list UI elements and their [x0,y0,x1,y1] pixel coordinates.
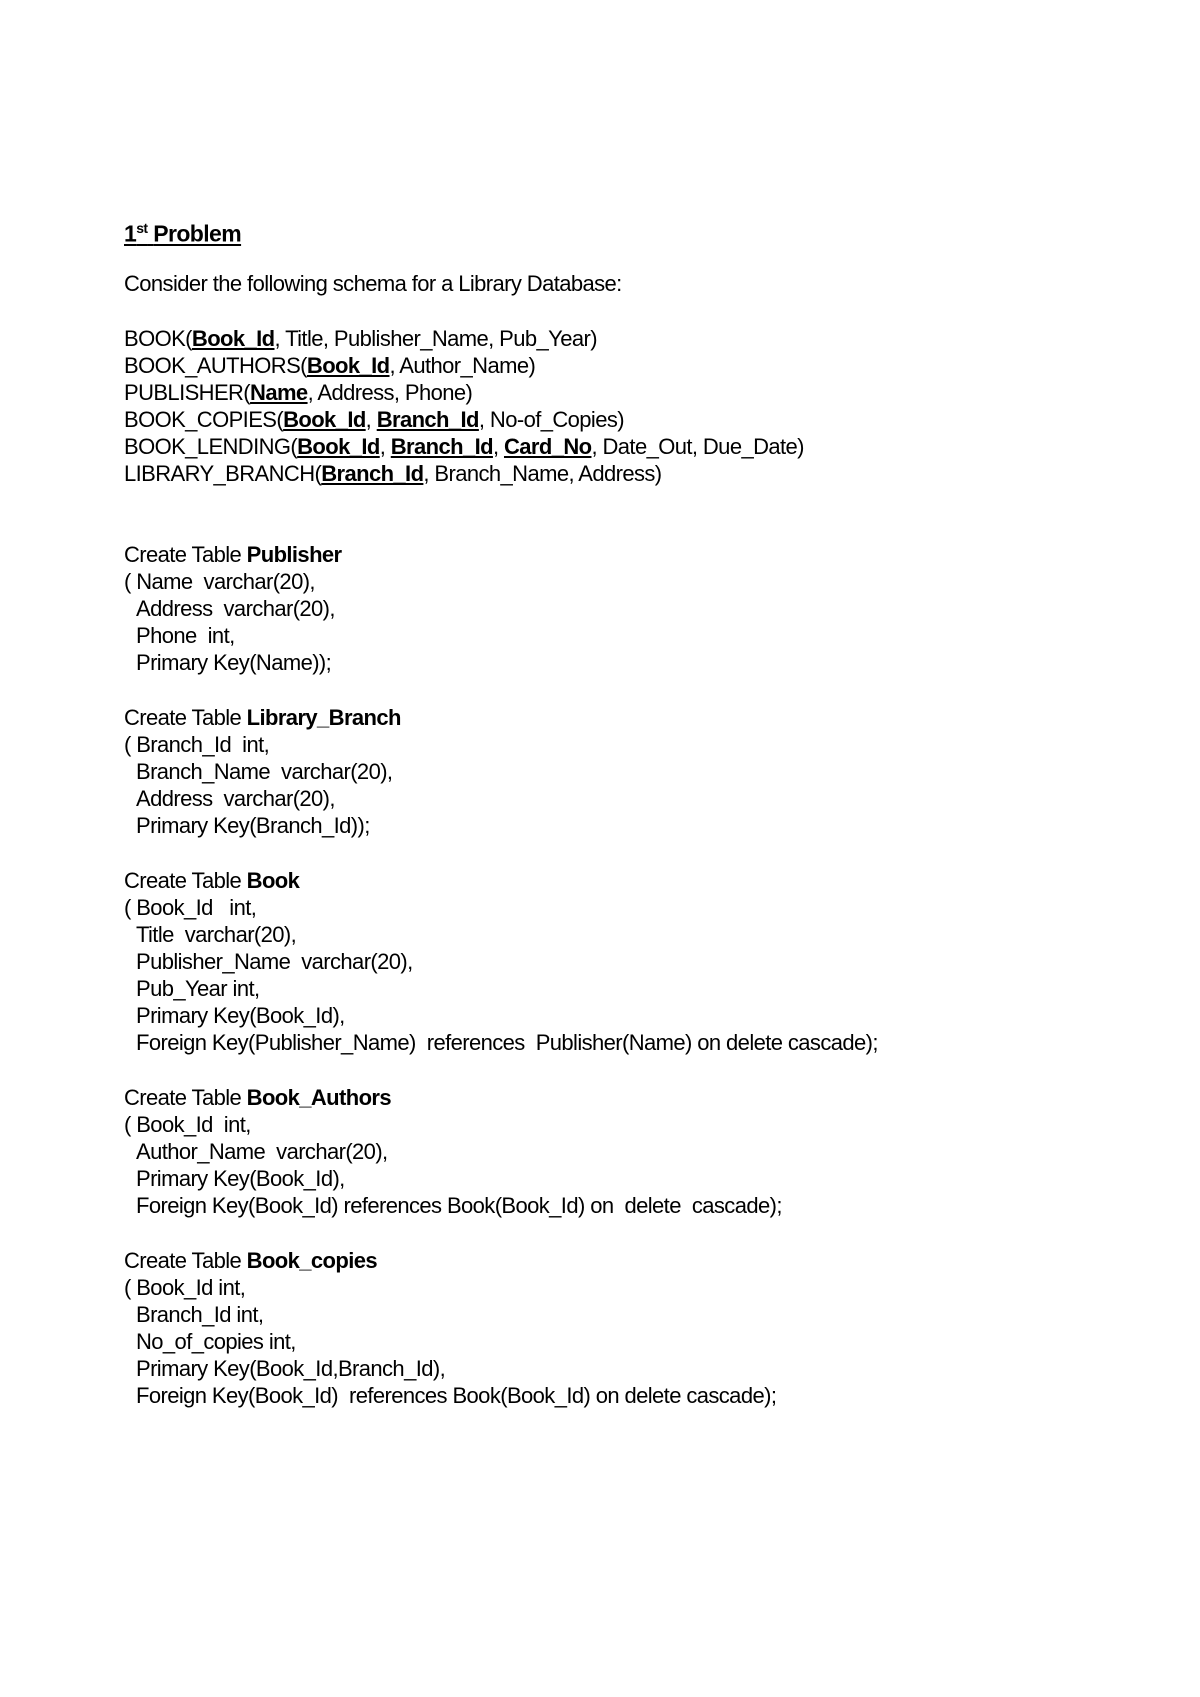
code-line: Primary Key(Book_Id,Branch_Id), [136,1356,446,1381]
code-line: Foreign Key(Book_Id) references Book(Book_Id) on delete cascade); [136,1193,782,1218]
code-line: Primary Key(Book_Id), [136,1166,345,1191]
schema-line: LIBRARY_BRANCH(Branch_Id, Branch_Name, Address) [124,461,662,486]
create-table-heading: Create Table Publisher [124,542,342,567]
create-table-heading: Create Table Book_copies [124,1248,377,1273]
code-line: No_of_copies int, [136,1329,296,1354]
schema-line: BOOK_COPIES(Book_Id, Branch_Id, No-of_Copies) [124,407,624,432]
code-line: ( Name varchar(20), [124,569,315,594]
code-line: Branch_Id int, [136,1302,264,1327]
code-line: ( Book_Id int, [124,1112,251,1137]
code-line: Foreign Key(Publisher_Name) references Publisher(Name) on delete cascade); [136,1030,878,1055]
code-line: Publisher_Name varchar(20), [136,949,413,974]
code-line: Primary Key(Book_Id), [136,1003,345,1028]
code-line: Primary Key(Branch_Id)); [136,813,370,838]
schema-line: PUBLISHER(Name, Address, Phone) [124,380,473,405]
create-table-heading: Create Table Library_Branch [124,705,401,730]
code-line: ( Book_Id int, [124,1275,246,1300]
code-line: ( Book_Id int, [124,895,257,920]
code-line: Branch_Name varchar(20), [136,759,393,784]
intro-text: Consider the following schema for a Library Database: [124,271,622,296]
create-table-heading: Create Table Book [124,868,300,893]
schema-line: BOOK_LENDING(Book_Id, Branch_Id, Card_No, Date_Out, Due_Date) [124,434,804,459]
code-line: Primary Key(Name)); [136,650,332,675]
schema-line: BOOK(Book_Id, Title, Publisher_Name, Pub_Year) [124,326,597,351]
code-line: Address varchar(20), [136,596,335,621]
problem-heading: 1st Problem [124,220,242,247]
create-table-heading: Create Table Book_Authors [124,1085,392,1110]
code-line: Author_Name varchar(20), [136,1139,388,1164]
code-line: Address varchar(20), [136,786,335,811]
code-line: Foreign Key(Book_Id) references Book(Book_Id) on delete cascade); [136,1383,777,1408]
code-line: Pub_Year int, [136,976,260,1001]
code-line: Title varchar(20), [136,922,297,947]
code-line: ( Branch_Id int, [124,732,270,757]
schema-line: BOOK_AUTHORS(Book_Id, Author_Name) [124,353,536,378]
code-line: Phone int, [136,623,235,648]
